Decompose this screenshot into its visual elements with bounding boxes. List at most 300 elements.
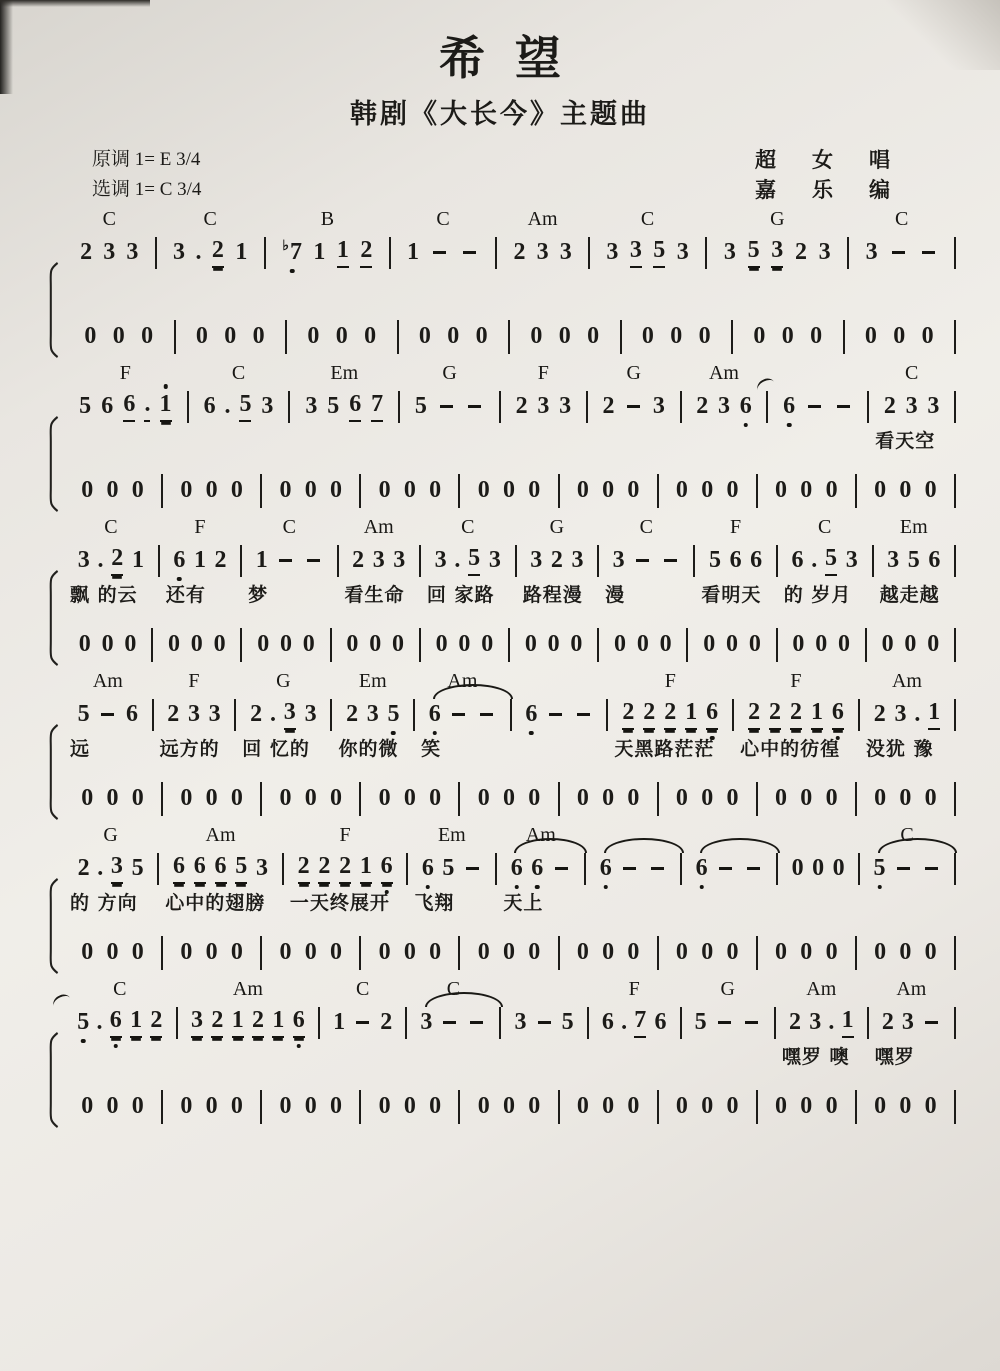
note: 1 — [255, 547, 268, 574]
chord-label: F — [730, 515, 742, 538]
note: 3 — [652, 393, 665, 420]
note: 3 — [771, 237, 783, 268]
bass-measure — [861, 1093, 950, 1120]
duration-dot: . — [97, 855, 104, 882]
rest-zero: 0 — [791, 855, 804, 882]
note: 2 — [622, 699, 634, 730]
measure — [521, 515, 593, 606]
bass-rest-zero: 0 — [252, 323, 265, 350]
note: 1 — [160, 391, 172, 422]
note: 3 — [717, 393, 730, 420]
bass-rest-zero: 0 — [190, 631, 203, 658]
bass-rest-zero: 0 — [675, 785, 688, 812]
bass-rest-zero: 0 — [279, 939, 292, 966]
chord-label: C — [900, 823, 914, 846]
barline — [397, 320, 399, 354]
barline — [398, 391, 400, 423]
measure — [686, 852, 772, 886]
barline — [954, 699, 956, 731]
barline — [588, 237, 590, 269]
note: 5 — [387, 701, 399, 728]
bass-rest-zero: 0 — [502, 939, 515, 966]
bass-measure — [464, 939, 553, 966]
note: 6 — [511, 855, 523, 882]
note: 1 — [842, 1007, 854, 1038]
chord-label: C — [113, 977, 127, 1000]
note: 6 — [832, 699, 844, 730]
note: 1 — [685, 699, 697, 730]
note: 2 — [318, 853, 330, 884]
duration-dot: . — [454, 547, 461, 574]
barline — [597, 628, 599, 662]
note: 3 — [434, 547, 447, 574]
system — [44, 361, 960, 508]
bass-rest-zero: 0 — [792, 631, 805, 658]
measure — [411, 977, 495, 1040]
bass-measure — [871, 631, 950, 658]
barline — [161, 782, 163, 816]
bass-row — [68, 936, 960, 970]
dash — [555, 867, 568, 870]
note: 6 — [654, 1009, 667, 1036]
note: 3 — [488, 547, 501, 574]
bass-measure — [762, 1093, 851, 1120]
chord-label: C — [895, 207, 909, 230]
barline — [954, 936, 956, 970]
note: 3 — [559, 239, 572, 266]
bass-rest-zero: 0 — [112, 323, 125, 350]
barline — [693, 545, 695, 577]
barline — [174, 320, 176, 354]
dash — [925, 867, 938, 870]
bass-rest-zero: 0 — [335, 323, 348, 350]
measure — [193, 361, 285, 424]
bass-rest-zero: 0 — [924, 1093, 937, 1120]
bass-rest-zero: 0 — [106, 785, 119, 812]
bass-measure — [464, 1093, 553, 1120]
barline — [855, 474, 857, 508]
note: 6 — [531, 855, 543, 882]
bass-rest-zero: 0 — [800, 939, 813, 966]
note: 3 — [630, 237, 642, 268]
bass-rest-zero: 0 — [726, 785, 739, 812]
dash — [356, 1021, 369, 1024]
bass-measure — [782, 631, 861, 658]
barline — [847, 237, 849, 269]
note: 5 — [239, 391, 251, 422]
duration-dot: . — [224, 393, 231, 420]
bass-rest-zero: 0 — [224, 323, 237, 350]
measure — [780, 977, 863, 1068]
note: 2 — [380, 1009, 393, 1036]
note: 5 — [442, 855, 455, 882]
bass-measure — [365, 785, 454, 812]
note: 5 — [561, 1009, 574, 1036]
barline — [774, 1007, 776, 1039]
note: 6 — [750, 547, 763, 574]
note: 5 — [825, 545, 837, 576]
bass-rest-zero: 0 — [675, 1093, 688, 1120]
barline — [954, 782, 956, 816]
chord-label: B — [320, 207, 335, 230]
bass-rest-zero: 0 — [180, 1093, 193, 1120]
dash — [443, 1021, 456, 1024]
measure — [419, 669, 506, 760]
measure — [782, 852, 854, 886]
bass-rest-zero: 0 — [106, 1093, 119, 1120]
barline — [161, 474, 163, 508]
chord-label: Am — [525, 823, 556, 846]
barline — [157, 853, 159, 885]
barline — [558, 1090, 560, 1124]
barline — [240, 628, 242, 662]
note: 3 — [261, 393, 274, 420]
octave-dot-below-icon — [743, 423, 748, 428]
note: 2 — [298, 853, 310, 884]
note: 3 — [927, 393, 940, 420]
duration-dot: . — [811, 547, 818, 574]
measure — [878, 515, 950, 606]
note: 6 — [791, 547, 804, 574]
bass-rest-zero: 0 — [435, 631, 448, 658]
bass-rest-zero: 0 — [670, 323, 683, 350]
note: 3 — [865, 239, 878, 266]
note: 3 — [172, 239, 185, 266]
bass-rest-zero: 0 — [899, 1093, 912, 1120]
note: 6 — [696, 855, 708, 882]
lyric: 远 — [70, 737, 91, 760]
lyric: 飘 的云 — [70, 583, 138, 606]
barline — [680, 391, 682, 423]
bass-rest-zero: 0 — [477, 477, 490, 504]
note: 6 — [123, 391, 135, 422]
barline — [330, 699, 332, 731]
note: 6 — [125, 701, 138, 728]
lyric: 远方的 — [159, 737, 220, 760]
note: 2 — [80, 239, 93, 266]
bass-rest-zero: 0 — [659, 631, 672, 658]
bass-rest-zero: 0 — [180, 939, 193, 966]
bass-measure — [861, 939, 950, 966]
bass-rest-zero: 0 — [81, 477, 94, 504]
note: 2 — [790, 699, 802, 730]
chord-label: Am — [92, 669, 123, 692]
note: 3 — [305, 393, 318, 420]
duration-dot: . — [97, 547, 104, 574]
bass-rest-zero: 0 — [675, 939, 688, 966]
bass-rest-zero: 0 — [502, 785, 515, 812]
bass-rest-zero: 0 — [775, 477, 788, 504]
bass-measure — [365, 477, 454, 504]
chord-label: C — [446, 977, 461, 1000]
bass-measure — [157, 631, 236, 658]
bass-rest-zero: 0 — [753, 323, 766, 350]
bass-rest-zero: 0 — [230, 1093, 243, 1120]
bass-rest-zero: 0 — [864, 323, 877, 350]
measure — [425, 515, 511, 606]
measure — [163, 823, 278, 914]
bass-rest-zero: 0 — [131, 477, 144, 504]
key-selected: 选调 1= C 3/4 — [92, 179, 202, 201]
measure — [68, 977, 172, 1040]
octave-dot-below-icon — [290, 269, 295, 274]
note: 3 — [537, 393, 550, 420]
measure — [592, 361, 676, 424]
bass-measure — [167, 939, 256, 966]
bass-rest-zero: 0 — [726, 631, 739, 658]
measure — [864, 823, 950, 886]
barline — [680, 853, 682, 885]
dash — [837, 405, 850, 408]
measure — [505, 361, 582, 424]
barline — [867, 391, 869, 423]
measure — [395, 207, 492, 270]
bass-rest-zero: 0 — [378, 477, 391, 504]
barline — [731, 320, 733, 354]
bass-rest-zero: 0 — [641, 323, 654, 350]
bass-row — [68, 782, 960, 816]
barline — [657, 782, 659, 816]
bass-rest-zero: 0 — [602, 939, 615, 966]
measure — [68, 669, 148, 760]
dash — [892, 251, 905, 254]
lyric: 飞翔 — [414, 891, 455, 914]
note: 5 — [748, 237, 760, 268]
bass-rest-zero: 0 — [810, 323, 823, 350]
measure — [686, 977, 770, 1040]
bass-rest-zero: 0 — [602, 477, 615, 504]
barline — [954, 853, 956, 885]
lyric: 笑 — [421, 737, 442, 760]
note: 5 — [327, 393, 340, 420]
note: 3 — [723, 239, 736, 266]
bass-rest-zero: 0 — [726, 1093, 739, 1120]
bass-rest-zero: 0 — [825, 939, 838, 966]
bass-rest-zero: 0 — [899, 477, 912, 504]
bass-rest-zero: 0 — [528, 939, 541, 966]
barline — [865, 628, 867, 662]
measure — [699, 515, 771, 606]
barline — [330, 628, 332, 662]
bass-rest-zero: 0 — [418, 323, 431, 350]
dash — [922, 251, 935, 254]
bass-rest-zero: 0 — [703, 631, 716, 658]
barline — [359, 1090, 361, 1124]
chord-label: Am — [232, 977, 263, 1000]
lyric: 心中的彷徨 — [740, 737, 841, 760]
bass-rest-zero: 0 — [627, 477, 640, 504]
chord-label: Am — [205, 823, 236, 846]
bass-rest-zero: 0 — [800, 477, 813, 504]
note: 3 — [901, 1009, 914, 1036]
bass-rest-zero: 0 — [230, 785, 243, 812]
bass-rest-zero: 0 — [304, 477, 317, 504]
barline — [158, 545, 160, 577]
measure — [324, 977, 401, 1040]
bass-rest-zero: 0 — [924, 939, 937, 966]
barline — [152, 699, 154, 731]
dash — [452, 713, 465, 716]
bass-measure — [167, 785, 256, 812]
bass-rest-zero: 0 — [330, 477, 343, 504]
bass-rest-zero: 0 — [475, 323, 488, 350]
measure — [294, 361, 394, 424]
note: 5 — [79, 393, 92, 420]
barline — [954, 320, 956, 354]
barline — [359, 936, 361, 970]
note: 2 — [167, 701, 180, 728]
chord-label: F — [537, 361, 549, 384]
bass-rest-zero: 0 — [825, 477, 838, 504]
bass-measure — [692, 631, 771, 658]
bass-rest-zero: 0 — [576, 785, 589, 812]
note: 6 — [928, 547, 941, 574]
bass-rest-zero: 0 — [775, 1093, 788, 1120]
bass-rest-zero: 0 — [825, 785, 838, 812]
measure — [343, 515, 415, 606]
bass-rest-zero: 0 — [279, 477, 292, 504]
lyric: 越走越 — [879, 583, 940, 606]
melody-row — [68, 515, 960, 606]
key-original: 原调 1= E 3/4 — [92, 149, 201, 170]
duration-dot: . — [828, 1009, 835, 1036]
note: 2 — [696, 393, 709, 420]
bass-rest-zero: 0 — [838, 631, 851, 658]
bass-measure — [564, 785, 653, 812]
measure — [853, 207, 950, 270]
bass-rest-zero: 0 — [81, 939, 94, 966]
barline — [756, 474, 758, 508]
dash — [747, 867, 760, 870]
bass-measure — [266, 477, 355, 504]
barline — [855, 782, 857, 816]
note: 3 — [126, 239, 139, 266]
bass-rest-zero: 0 — [84, 323, 97, 350]
note: 2 — [250, 701, 263, 728]
note: 5 — [131, 855, 144, 882]
bass-rest-zero: 0 — [524, 631, 537, 658]
bass-measure — [564, 477, 653, 504]
octave-dot-below-icon — [296, 1044, 301, 1049]
bass-rest-zero: 0 — [230, 477, 243, 504]
bass-rest-zero: 0 — [330, 939, 343, 966]
bass-rest-zero: 0 — [874, 785, 887, 812]
barline — [558, 782, 560, 816]
note: 2 — [873, 701, 886, 728]
bass-measure — [514, 631, 593, 658]
tie-arc-icon — [700, 838, 780, 853]
bass-rest-zero: 0 — [106, 939, 119, 966]
bass-rest-zero: 0 — [257, 631, 270, 658]
barline — [458, 1090, 460, 1124]
octave-dot-below-icon — [877, 885, 882, 890]
barline — [510, 699, 512, 731]
bass-measure — [464, 477, 553, 504]
bass-rest-zero: 0 — [330, 785, 343, 812]
note: 5 — [235, 853, 247, 884]
duration-dot: . — [195, 239, 202, 266]
chord-label: Em — [358, 669, 387, 692]
bass-rest-zero: 0 — [81, 785, 94, 812]
note: 1 — [406, 239, 419, 266]
chord-label: G — [103, 823, 118, 846]
barline — [954, 1007, 956, 1039]
dash — [463, 251, 476, 254]
lyric: 嘿罗 — [874, 1045, 915, 1068]
note: 1 — [337, 237, 349, 268]
barline — [843, 320, 845, 354]
barline — [282, 853, 284, 885]
dash — [470, 1021, 483, 1024]
note: 3 — [612, 547, 625, 574]
note: 2 — [602, 393, 615, 420]
barline — [766, 391, 768, 423]
barline — [264, 237, 266, 269]
note: 2 — [150, 1007, 162, 1038]
flat-icon: ♭ — [282, 239, 289, 255]
system-brace-icon — [44, 724, 61, 820]
barline — [260, 782, 262, 816]
note: 3 — [606, 239, 619, 266]
bass-rest-zero: 0 — [899, 939, 912, 966]
note: 3 — [514, 1009, 527, 1036]
bass-rest-zero: 0 — [927, 631, 940, 658]
bass-rest-zero: 0 — [874, 477, 887, 504]
barline — [419, 628, 421, 662]
bass-rest-zero: 0 — [477, 785, 490, 812]
note: 3 — [887, 547, 900, 574]
bass-rest-zero: 0 — [775, 939, 788, 966]
bass-rest-zero: 0 — [141, 323, 154, 350]
bass-measure — [266, 939, 355, 966]
chord-label: G — [549, 515, 565, 538]
note: 3 — [420, 1009, 433, 1036]
note: 2 — [360, 237, 372, 268]
bass-rest-zero: 0 — [701, 939, 714, 966]
barline — [495, 853, 497, 885]
measure — [686, 361, 763, 424]
note: 1 — [232, 1007, 244, 1038]
measure — [593, 977, 676, 1040]
note: 6 — [203, 393, 216, 420]
note: 2 — [883, 393, 896, 420]
credit-singer: 超女唱 — [755, 148, 926, 172]
barline — [954, 1090, 956, 1124]
bass-rest-zero: 0 — [124, 631, 137, 658]
bass-rest-zero: 0 — [675, 477, 688, 504]
note: 3 — [208, 701, 221, 728]
note: 2 — [881, 1009, 894, 1036]
barline — [705, 237, 707, 269]
bass-rest-zero: 0 — [168, 631, 180, 658]
chord-label: Am — [363, 515, 394, 538]
note: 7 — [371, 391, 383, 422]
bass-measure — [564, 939, 653, 966]
bass-rest-zero: 0 — [279, 1093, 292, 1120]
note: 1 — [193, 547, 206, 574]
dash — [651, 867, 664, 870]
bass-rest-zero: 0 — [392, 631, 404, 658]
measure — [68, 207, 151, 270]
bass-rest-zero: 0 — [627, 1093, 640, 1120]
note: 6 — [422, 855, 434, 882]
note: 3 — [571, 547, 584, 574]
note: 1 — [313, 239, 326, 266]
dash — [636, 559, 649, 562]
note: 6 — [101, 393, 114, 420]
dash — [440, 405, 453, 408]
chord-label: F — [664, 669, 676, 692]
